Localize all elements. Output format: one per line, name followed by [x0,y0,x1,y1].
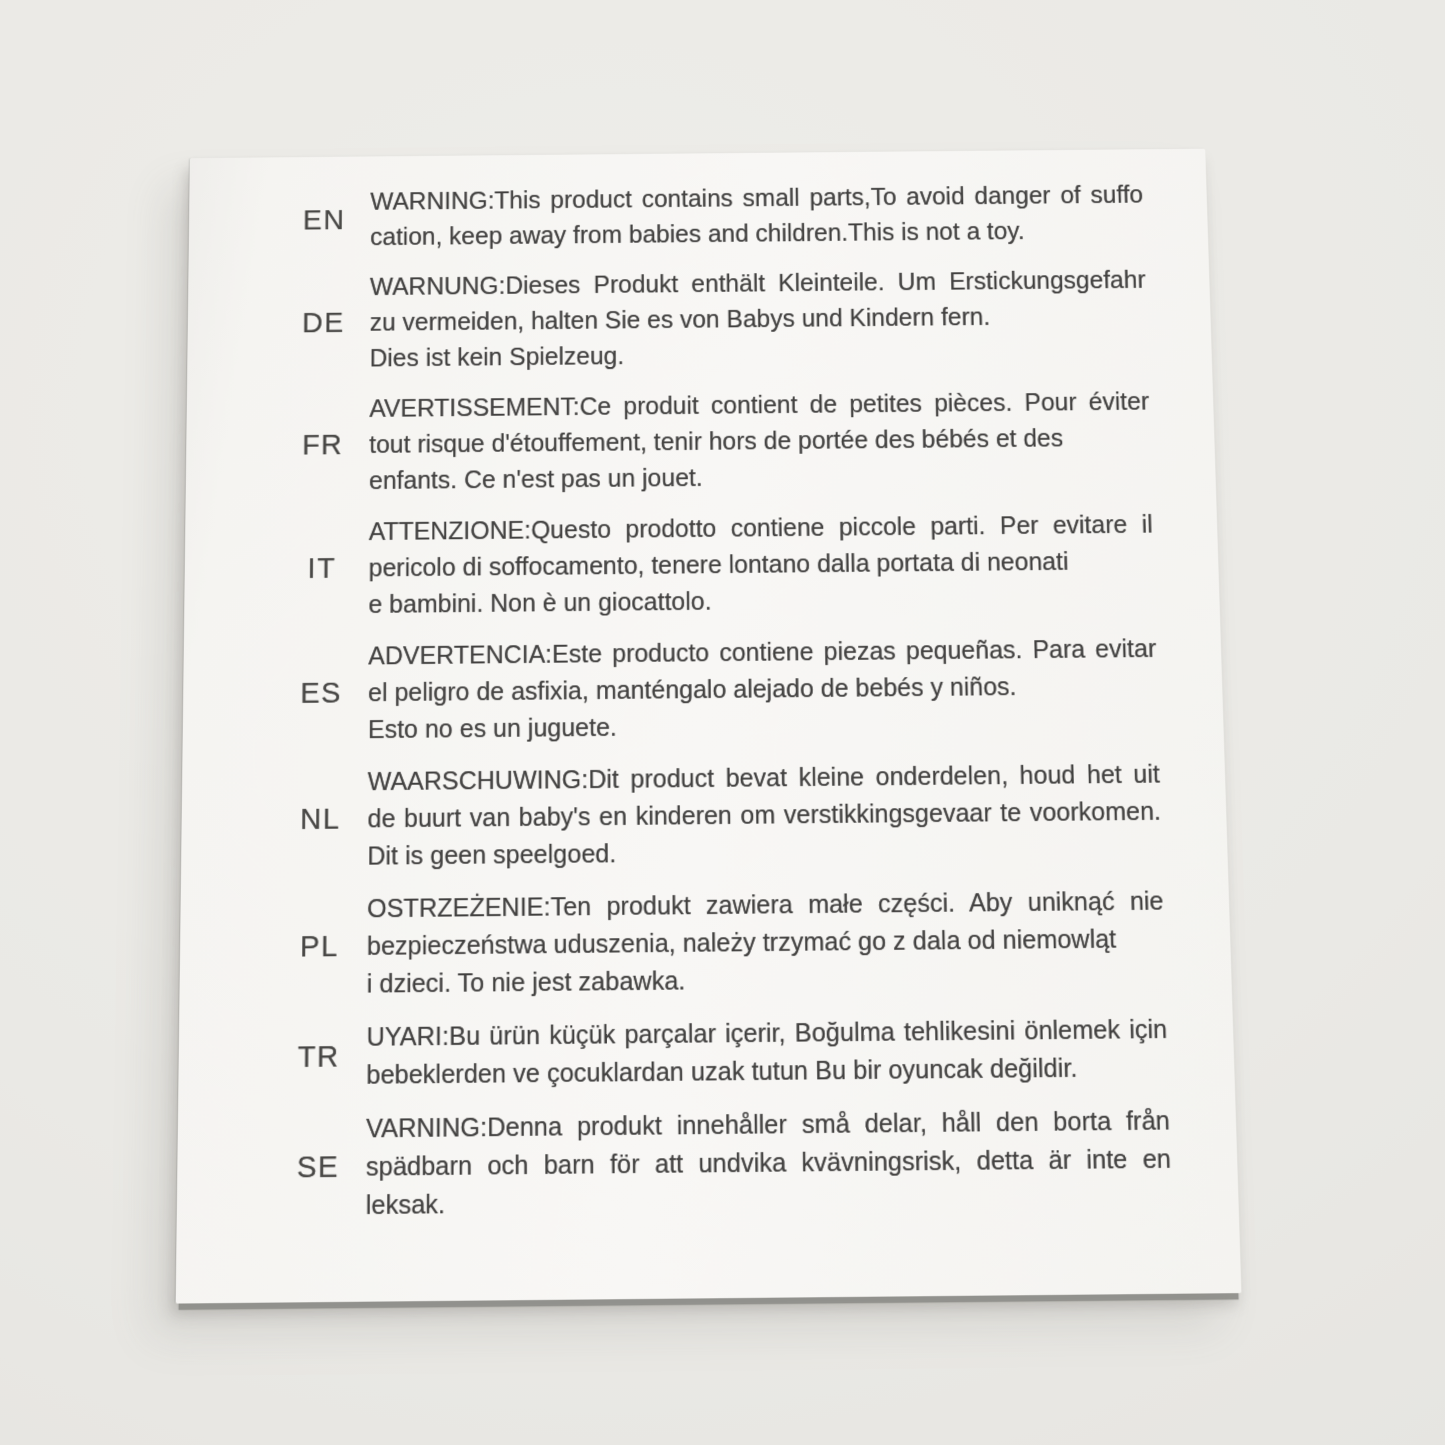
language-row [184,506,1220,625]
language-row [186,384,1216,502]
language-code: ES [300,677,343,710]
warning-line: leksak. [365,1190,446,1221]
language-code: SE [296,1151,340,1185]
warning-line: Dies ist kein Spielzeug. [369,342,625,373]
warning-text [367,883,1167,1004]
warning-text [370,263,1149,377]
warning-line: Dit is geen speelgoed. [367,840,617,871]
warning-line: WARNUNG:Dieses Produkt enthält Kleinteile. Um Erstickungsgefahr [369,266,1146,301]
warning-text [368,631,1159,749]
warning-text [369,384,1152,500]
warning-text [368,507,1155,624]
language-code: NL [300,803,341,837]
warning-line: WAARSCHUWING:Dit product bevat kleine onderdelen, houd het uit [367,760,1161,797]
warning-line: bezpieczeństwa uduszenia, należy trzymać go z dala od niemowląt [366,925,1117,962]
warning-leaflet [176,149,1242,1304]
warning-line: enfants. Ce n'est pas un jouet. [368,464,703,495]
language-code: TR [297,1040,340,1074]
warning-line: cation, keep away from babies and children.This is not a toy. [370,218,1025,251]
warning-line: AVERTISSEMENT:Ce produit contient de petites pièces. Pour éviter [369,388,1150,423]
warning-line: WARNING:This product contains small parts,To avoid danger of suffo [370,181,1144,216]
language-rows [177,177,1239,1227]
language-row [189,177,1209,257]
warning-text [370,178,1145,256]
warning-line: OSTRZEŻENIE:Ten produkt zawiera małe części. Aby uniknąć nie [367,887,1164,924]
language-row [187,262,1212,379]
warning-line: spädbarn och barn för att undvika kvävningsrisk, detta är inte en [365,1145,1172,1182]
language-code: FR [301,429,344,462]
warning-line: ATTENZIONE:Questo prodotto contiene piccole parti. Per evitare il [368,511,1154,546]
warning-line: Esto no es un juguete. [367,713,617,745]
warning-text [366,1011,1169,1095]
warning-line: ADVERTENCIA:Este producto contiene piezas pequeñas. Para evitar [368,635,1157,671]
language-row [178,1011,1235,1097]
warning-line: tout risque d'étouffement, tenir hors de portée des bébés et des [369,424,1064,459]
warning-line: UYARI:Bu ürün küçük parçalar içerir, Boğulma tehlikesini önlemek için [366,1015,1168,1052]
warning-text [367,757,1162,876]
language-row [179,883,1232,1006]
warning-line: VARNING:Denna produkt innehåller små delar, håll den borta från [366,1106,1171,1144]
warning-line: bebeklerden ve çocuklardan uzak tutun Bu bir oyuncak değildir. [366,1054,1078,1090]
language-code: DE [302,307,345,340]
warning-text [366,1103,1173,1226]
language-row [181,756,1228,878]
warning-line: pericolo di soffocamento, tenere lontano dalla portata di neonati [368,548,1069,583]
warning-line: el peligro de asfixia, manténgalo alejado de bebés y niños. [368,673,1017,708]
language-code: PL [299,930,339,964]
language-row [182,631,1223,751]
language-code: EN [302,204,346,236]
warning-line: de buurt van baby's en kinderen om verstikkingsgevaar te voorkomen. [367,797,1162,834]
warning-line: zu vermeiden, halten Sie es von Babys und Kindern fern. [369,303,991,337]
language-row [177,1102,1239,1227]
language-code: IT [307,553,337,585]
warning-line: e bambini. Non è un giocattolo. [368,587,712,619]
warning-line: i dzieci. To nie jest zabawka. [366,967,686,999]
